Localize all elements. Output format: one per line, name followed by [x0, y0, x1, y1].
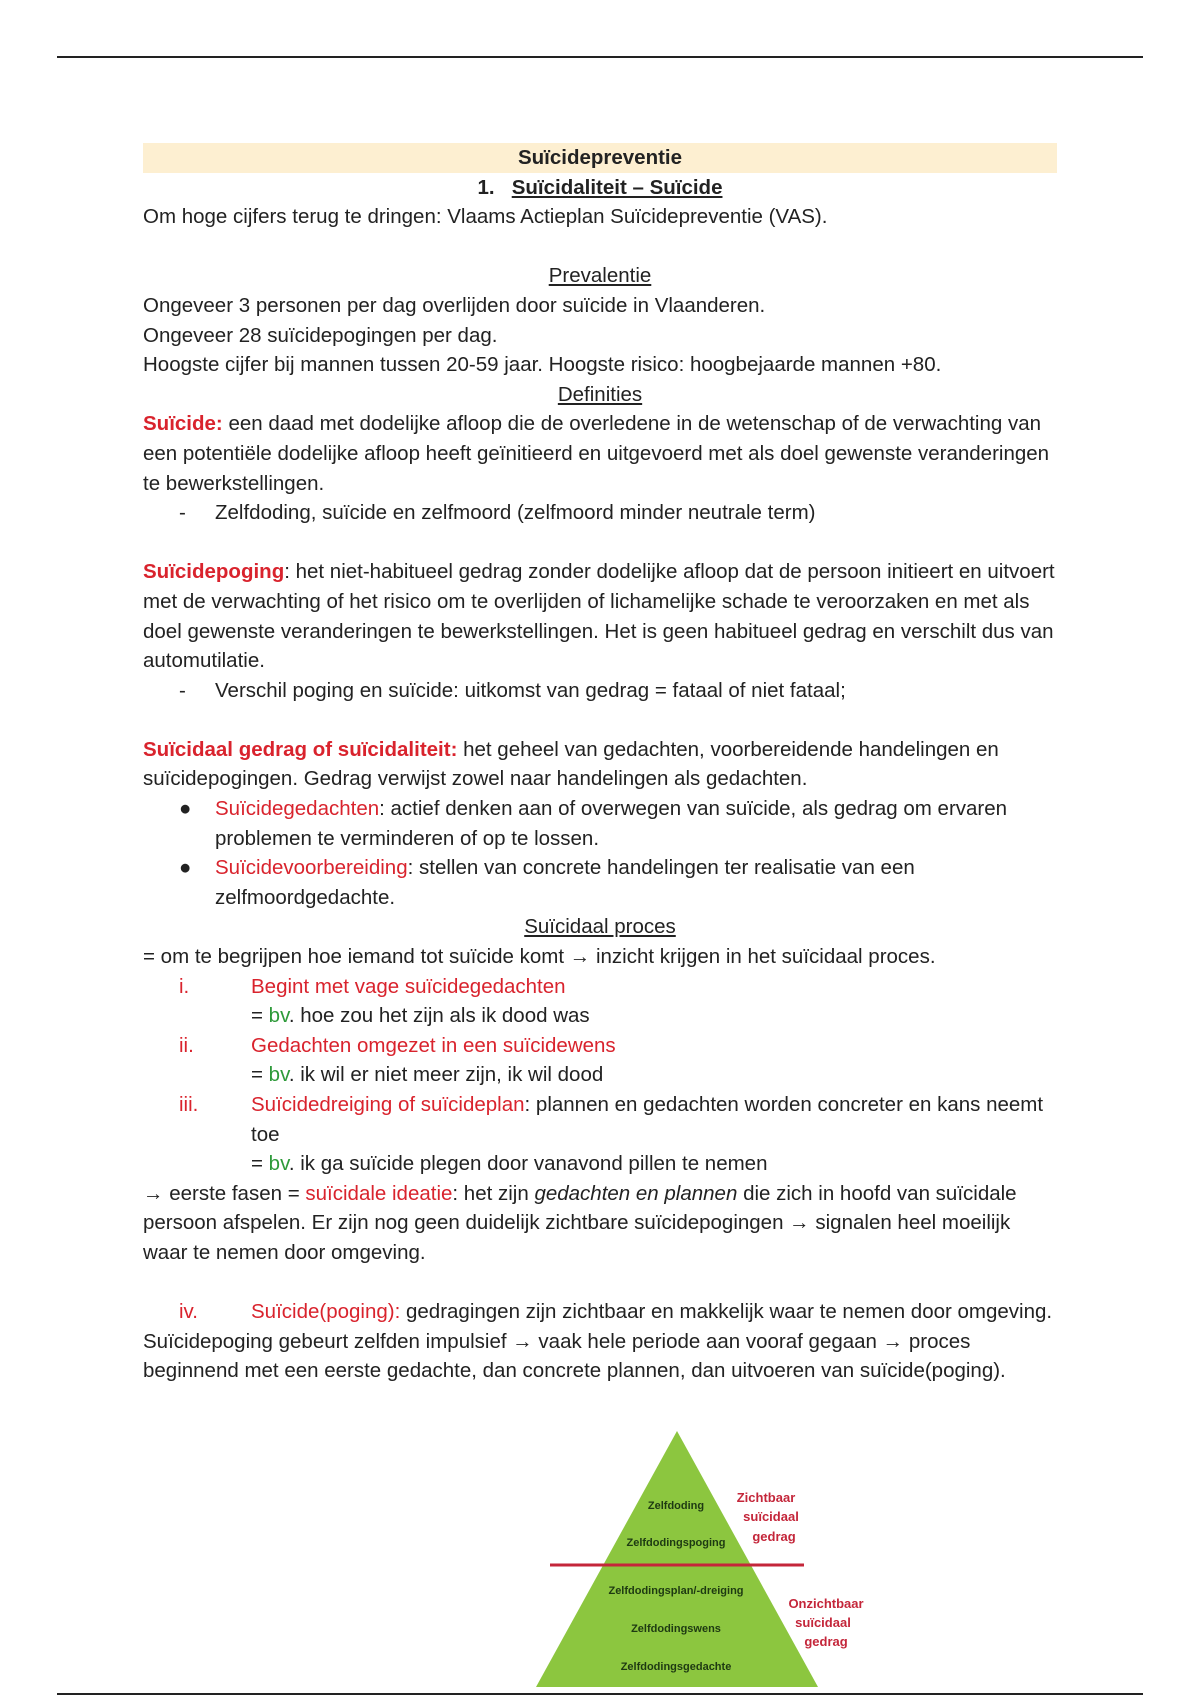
section-number: 1.	[477, 175, 495, 199]
process-example: = bv. ik ga suïcide plegen door vanavond pillen te nemen	[251, 1152, 768, 1176]
visible-behaviour-label: suïcidaal	[743, 1509, 799, 1524]
intro-text: Om hoge cijfers terug te dringen: Vlaams Actieplan Suïcidepreventie (VAS).	[143, 205, 828, 229]
process-example: = bv. hoe zou het zijn als ik dood was	[251, 1004, 590, 1028]
prevalence-line: Hoogste cijfer bij mannen tussen 20-59 jaar. Hoogste risico: hoogbejaarde mannen +80.	[143, 353, 942, 377]
definition-text: het geheel van gedachten, voorbereidende handelingen en suïcidepogingen. Gedrag verwijst zowel naar handelingen als gedachten.	[143, 737, 999, 791]
process-step: i. Begint met vage suïcidegedachten	[179, 974, 566, 998]
definition-term: Suïcidepoging	[143, 560, 285, 584]
definition-attempt	[143, 557, 1057, 675]
pyramid-level: Zelfdodingswens	[631, 1623, 721, 1635]
definitions-heading: Definities	[557, 382, 643, 406]
section-title: Suïcidaliteit – Suïcide	[511, 175, 723, 199]
dash-item: - Verschil poging en suïcide: uitkomst van gedrag = fataal of niet fataal;	[179, 678, 846, 702]
definition-text: een daad met dodelijke afloop die de overledene in de wetenschap of de verwachting van een potentiële dodelijke afloop heeft geïnitieerd en uitgevoerd met als doel gewenste veranderingen te bewerkstellingen.	[143, 412, 1050, 495]
definition-suicide	[143, 409, 1057, 498]
process-intro: = om te begrijpen hoe iemand tot suïcide komt → inzicht krijgen in het suïcidaal proces.	[143, 945, 936, 969]
prevalence-line: Ongeveer 28 suïcidepogingen per dag.	[143, 323, 498, 347]
section-heading	[143, 173, 1057, 203]
pyramid-triangle	[536, 1431, 818, 1687]
process-example: = bv. ik wil er niet meer zijn, ik wil dood	[251, 1063, 604, 1087]
visible-behaviour-label: Zichtbaar	[736, 1490, 796, 1505]
footer-rule	[57, 1693, 1143, 1695]
dash-item: - Zelfdoding, suïcide en zelfmoord (zelfmoord minder neutrale term)	[179, 501, 816, 525]
prevalence-line: Ongeveer 3 personen per dag overlijden door suïcide in Vlaanderen.	[143, 293, 766, 317]
visible-behaviour-label: gedrag	[752, 1529, 796, 1544]
bullet-item: ● Suïcidevoorbereiding: stellen van concrete handelingen ter realisatie van een zelfmoordgedachte.	[179, 856, 915, 909]
definition-text: : het niet-habitueel gedrag zonder dodelijke afloop dat de persoon initieert en uitvoert met de verwachting of het risico om te overlijden of lichamelijke schade te veroorzaken en met als doel gewenste veranderingen te bewerkstellingen. Het is geen habitueel gedrag en verschilt dus van automutilatie.	[143, 560, 1055, 673]
process-step: iv. Suïcide(poging): gedragingen zijn zichtbaar en makkelijk waar te nemen door omgeving.	[179, 1300, 1053, 1324]
process-heading: Suïcidaal proces	[524, 915, 676, 939]
definition-term: Suïcide:	[143, 412, 223, 436]
prevalence-heading: Prevalentie	[548, 264, 652, 288]
document-title: Suïcidepreventie	[143, 143, 1057, 173]
definition-term: Suïcidaal gedrag of suïcidaliteit:	[143, 737, 458, 761]
pyramid-level: Zelfdodingsplan/-dreiging	[608, 1585, 744, 1597]
pyramid-level: Zelfdodingsgedachte	[620, 1661, 732, 1673]
pyramid-level: Zelfdoding	[647, 1500, 705, 1512]
suicide-pyramid-diagram	[530, 1425, 890, 1695]
document-body	[143, 143, 1057, 1386]
bullet-item: ● Suïcidegedachten: actief denken aan of overwegen van suïcide, als gedrag om ervaren problemen te verminderen of op te lossen.	[179, 797, 1008, 850]
header-rule	[57, 56, 1143, 58]
process-step: iii. Suïcidedreiging of suïcideplan: plannen en gedachten worden concreter en kans neemt toe	[179, 1093, 1044, 1146]
invisible-behaviour-label: suïcidaal	[795, 1615, 851, 1630]
invisible-behaviour-label: gedrag	[804, 1634, 848, 1649]
process-conclusion: Suïcidepoging gebeurt zelfden impulsief → vaak hele periode aan vooraf gegaan → proces beginnend met een eerste gedachte, dan concrete plannen, dan uitvoeren van suïcide(poging).	[143, 1329, 1006, 1383]
ideation-paragraph: → eerste fasen = suïcidale ideatie: het zijn gedachten en plannen die zich in hoofd van suïcidale persoon afspelen. Er zijn nog geen duidelijk zichtbare suïcidepogingen → signalen heel moeilijk waar te nemen door omgeving.	[143, 1181, 1017, 1264]
pyramid-level: Zelfdodingspoging	[626, 1537, 726, 1549]
invisible-behaviour-label: Onzichtbaar	[788, 1596, 864, 1611]
process-step: ii. Gedachten omgezet in een suïcidewens	[179, 1033, 616, 1057]
definition-behaviour	[143, 735, 1057, 794]
